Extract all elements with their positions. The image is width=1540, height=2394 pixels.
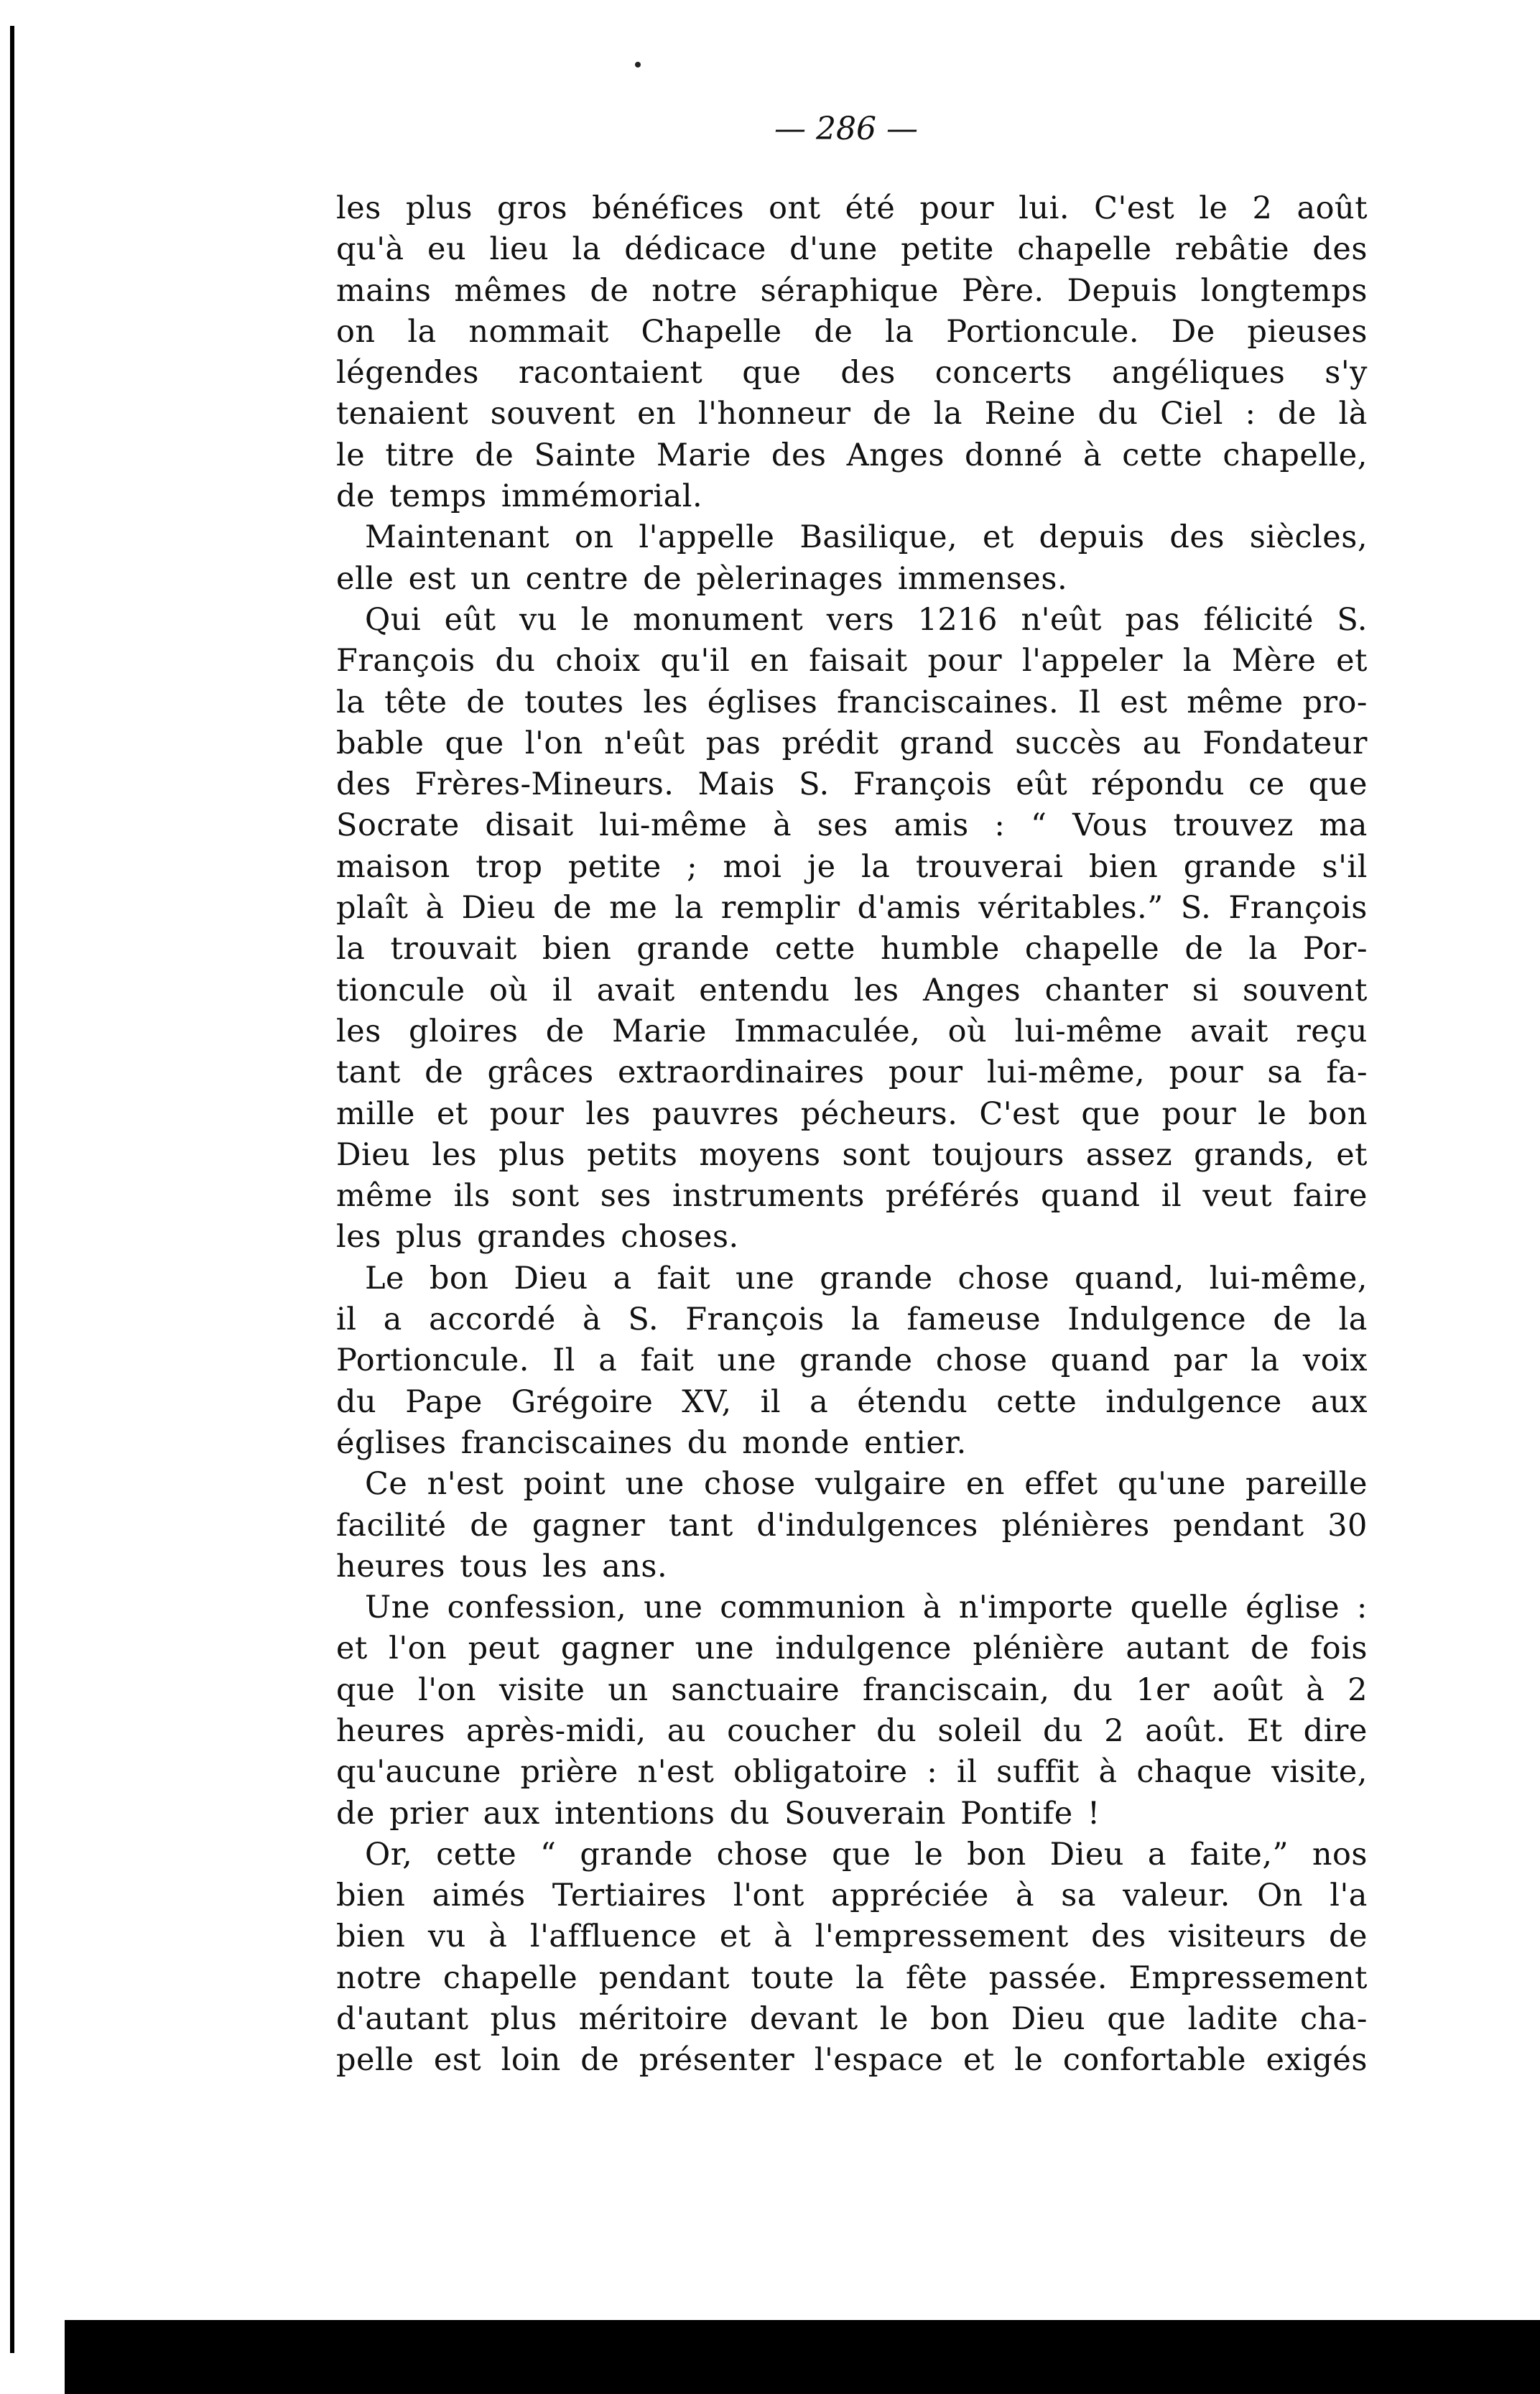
text-line: églises franciscaines du monde entier.	[336, 1424, 967, 1461]
text-line: il a accordé à S. François la fameuse Indulgence de la	[336, 1302, 1368, 1338]
text-line: la tête de toutes les églises franciscaines. Il est même pro-	[336, 684, 1368, 720]
text-line: bien aimés Tertiaires l'ont appréciée à sa valeur. On l'a	[336, 1878, 1368, 1914]
page-number: — 286 —	[774, 111, 918, 147]
text-line: les plus grandes choses.	[336, 1219, 739, 1256]
text-line: les gloires de Marie Immaculée, où lui-même avait reçu	[336, 1013, 1368, 1049]
text-line: mains mêmes de notre séraphique Père. Depuis longtemps	[336, 272, 1368, 309]
text-line: des Frères-Mineurs. Mais S. François eût répondu ce que	[336, 766, 1368, 803]
text-line: de temps immémorial.	[336, 478, 703, 515]
text-line: maison trop petite ; moi je la trouverai bien grande s'il	[336, 848, 1368, 885]
text-line: bien vu à l'affluence et à l'empressement des visiteurs de	[336, 1919, 1368, 1955]
text-line: François du choix qu'il en faisait pour l'appeler la Mère et	[336, 643, 1368, 679]
scan-speck	[635, 62, 641, 68]
text-line: de prier aux intentions du Souverain Pontife !	[336, 1795, 1100, 1832]
text-line: tenaient souvent en l'honneur de la Reine du Ciel : de là	[336, 396, 1368, 432]
text-line: même ils sont ses instruments préférés quand il veut faire	[336, 1178, 1368, 1215]
text-line: qu'à eu lieu la dédicace d'une petite chapelle rebâtie des	[336, 231, 1368, 268]
text-line: heures tous les ans.	[336, 1548, 668, 1585]
text-line: bable que l'on n'eût pas prédit grand succès au Fondateur	[336, 725, 1368, 761]
text-line: Socrate disait lui-même à ses amis : “ Vous trouvez ma	[336, 807, 1368, 844]
text-line: facilité de gagner tant d'indulgences plénières pendant 30	[336, 1507, 1368, 1544]
text-line: Le bon Dieu a fait une grande chose quand, lui-même,	[365, 1260, 1368, 1296]
text-line: que l'on visite un sanctuaire franciscain, du 1er août à 2	[336, 1671, 1368, 1708]
text-line: plaît à Dieu de me la remplir d'amis véritables.” S. François	[336, 890, 1368, 927]
text-line: d'autant plus méritoire devant le bon Dieu que ladite cha-	[336, 2001, 1368, 2038]
text-line: la trouvait bien grande cette humble chapelle de la Por-	[336, 931, 1368, 968]
bottom-scan-edge	[65, 2320, 1540, 2394]
text-line: notre chapelle pendant toute la fête passée. Empressement	[336, 1959, 1368, 1996]
text-line: Or, cette “ grande chose que le bon Dieu a faite,” nos	[365, 1836, 1368, 1873]
body-text	[336, 188, 1368, 2082]
text-line: Qui eût vu le monument vers 1216 n'eût pas félicité S.	[365, 601, 1368, 638]
text-line: tant de grâces extraordinaires pour lui-même, pour sa fa-	[336, 1054, 1368, 1091]
text-line: Ce n'est point une chose vulgaire en effet qu'une pareille	[365, 1466, 1368, 1503]
text-line: mille et pour les pauvres pécheurs. C'est que pour le bon	[336, 1095, 1368, 1132]
text-line: du Pape Grégoire XV, il a étendu cette indulgence aux	[336, 1383, 1368, 1420]
text-line: elle est un centre de pèlerinages immenses.	[336, 560, 1068, 597]
text-line: heures après-midi, au coucher du soleil du 2 août. Et dire	[336, 1712, 1368, 1749]
text-line: Maintenant on l'appelle Basilique, et depuis des siècles,	[365, 519, 1368, 556]
text-line: Une confession, une communion à n'importe quelle église :	[365, 1590, 1368, 1626]
text-line: tioncule où il avait entendu les Anges chanter si souvent	[336, 972, 1368, 1008]
text-line: qu'aucune prière n'est obligatoire : il suffit à chaque visite,	[336, 1754, 1368, 1791]
text-line: on la nommait Chapelle de la Portioncule. De pieuses	[336, 313, 1368, 350]
text-line: Portioncule. Il a fait une grande chose quand par la voix	[336, 1342, 1368, 1379]
text-line: légendes racontaient que des concerts angéliques s'y	[336, 355, 1368, 391]
text-line: le titre de Sainte Marie des Anges donné à cette chapelle,	[336, 437, 1368, 473]
text-line: pelle est loin de présenter l'espace et le confortable exigés	[336, 2042, 1368, 2079]
text-line: et l'on peut gagner une indulgence plénière autant de fois	[336, 1630, 1368, 1667]
text-line: Dieu les plus petits moyens sont toujours assez grands, et	[336, 1136, 1368, 1173]
text-line: les plus gros bénéfices ont été pour lui. C'est le 2 août	[336, 190, 1368, 226]
left-scan-edge	[10, 26, 14, 2353]
